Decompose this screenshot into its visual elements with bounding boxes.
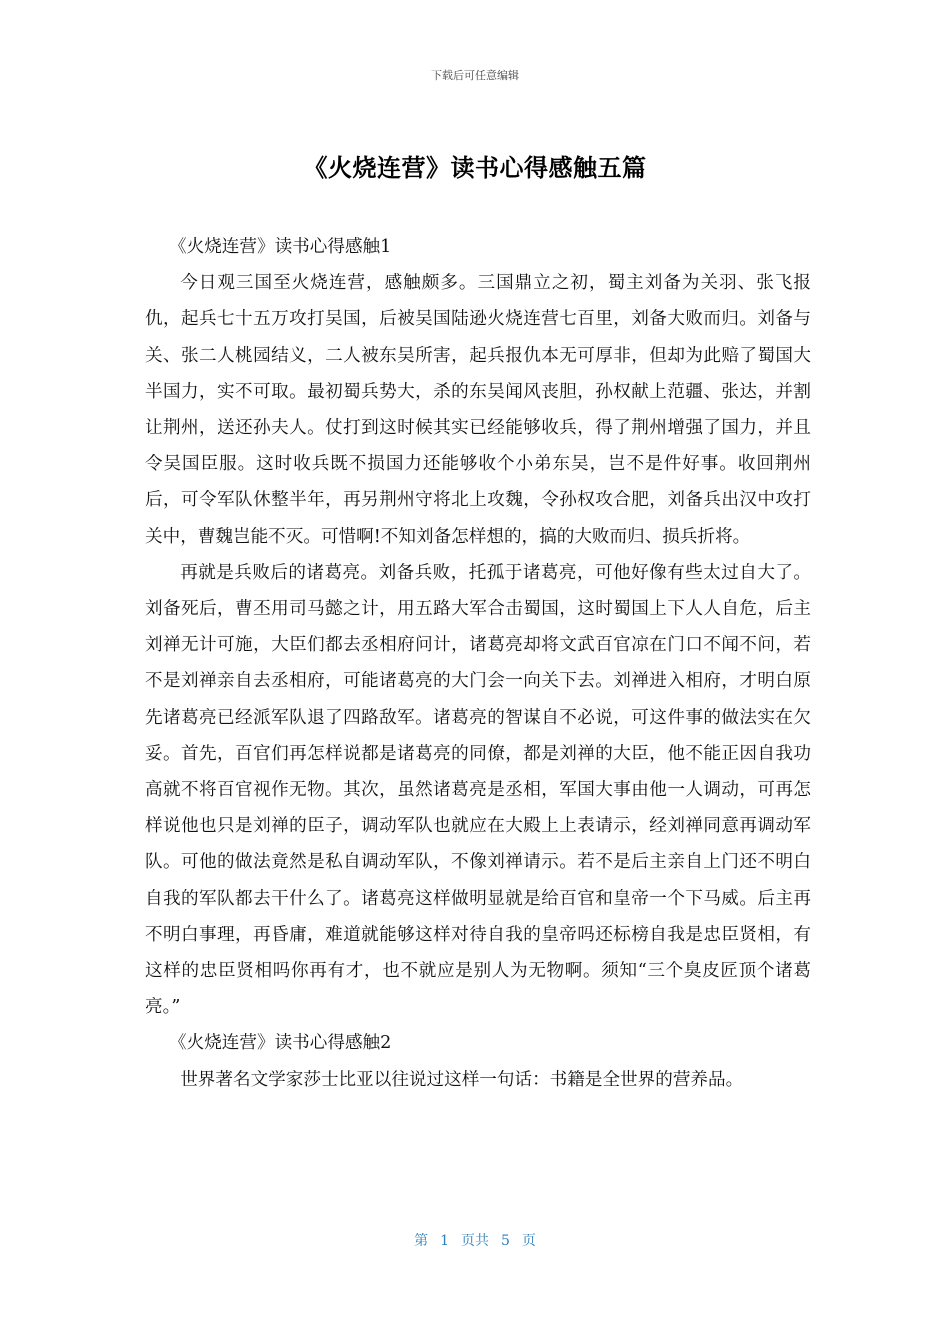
section-heading: 《火烧连营》读书心得感触2	[169, 1033, 392, 1054]
footer-page-word: 第	[414, 1233, 429, 1249]
section-heading: 《火烧连营》读书心得感触1	[169, 237, 392, 257]
page-footer	[0, 1230, 950, 1250]
paragraph: 世界著名文学家莎士比亚以往说过这样一句话：书籍是全世界的营养品。	[180, 1069, 744, 1090]
footer-total-pages: 5	[501, 1233, 510, 1249]
page-header-note: 下载后可任意编辑	[431, 69, 519, 82]
footer-page-number: 1	[440, 1233, 449, 1249]
footer-unit: 页	[521, 1233, 536, 1249]
paragraph: 再就是兵败后的诸葛亮。刘备兵败，托孤于诸葛亮，可他好像有些太过自大了。刘备死后，曹丕用司马懿之计，用五路大军合击蜀国，这时蜀国上下人人自危，后主刘禅无计可施，大臣们都去丞相府问计，诸葛亮却将文武百官凉在门口不闻不问，若不是刘禅亲自去丞相府，可能诸葛亮的大门会一向关下去。刘禅进入相府，才明白原先诸葛亮已经派军队退了四路敌军。诸葛亮的智谋自不必说，可这件事的做法实在欠妥。首先，百官们再怎样说都是诸葛亮的同僚，都是刘禅的大臣，他不能正因自我功高就不将百官视作无物。其次，虽然诸葛亮是丞相，军国大事由他一人调动，可再怎样说他也只是刘禅的臣子，调动军队也就应在大殿上上表请示，经刘禅同意再调动军队。可他的做法竟然是私自调动军队，不像刘禅请示。若不是后主亲自上门还不明白自我的军队都去干什么了。诸葛亮这样做明显就是给百官和皇帝一个下马威。后主再不明白事理，再昏庸，难道就能够这样对待自我的皇帝吗还标榜自我是忠臣贤相，有这样的忠臣贤相吗你再有才，也不就应是别人为无物啊。须知“三个臭皮匠顶个诸葛亮。”	[145, 562, 811, 1018]
footer-of-word: 页共	[461, 1233, 489, 1249]
document-body	[145, 229, 811, 1098]
paragraph: 今日观三国至火烧连营，感触颇多。三国鼎立之初，蜀主刘备为关羽、张飞报仇，起兵七十五万攻打吴国，后被吴国陆逊火烧连营七百里，刘备大败而归。刘备与关、张二人桃园结义，二人被东吴所害，起兵报仇本无可厚非，但却为此赔了蜀国大半国力，实不可取。最初蜀兵势大，杀的东吴闻风丧胆，孙权献上范疆、张达，并割让荆州，送还孙夫人。仗打到这时候其实已经能够收兵，得了荆州增强了国力，并且令吴国臣服。这时收兵既不损国力还能够收个小弟东吴，岂不是件好事。收回荆州后，可令军队休整半年，再另荆州守将北上攻魏，令孙权攻合肥，刘备兵出汉中攻打关中，曹魏岂能不灭。可惜啊!不知刘备怎样想的，搞的大败而归、损兵折将。	[145, 273, 811, 547]
document-title: 《火烧连营》读书心得感触五篇	[303, 154, 647, 182]
